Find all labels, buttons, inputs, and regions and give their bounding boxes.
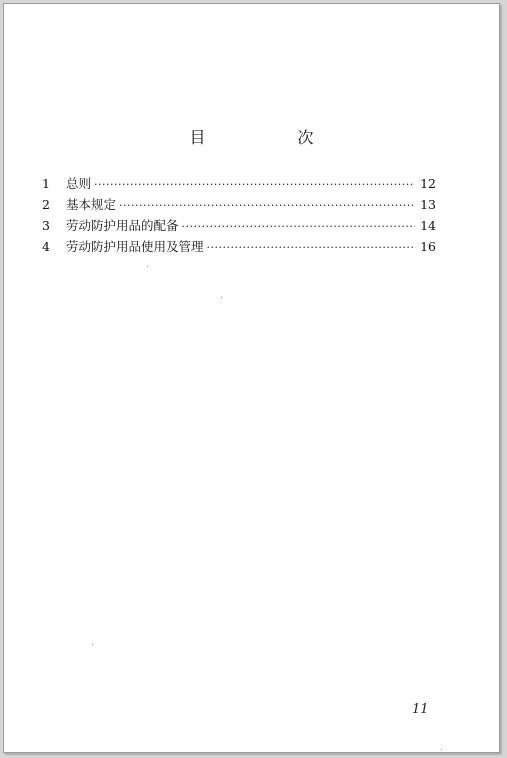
- toc-entry-3[interactable]: [42, 216, 436, 237]
- toc-entry-label: 劳动防护用品的配备: [66, 218, 179, 233]
- toc-entry-page: 12: [420, 176, 436, 191]
- toc-leader-dots: [119, 199, 415, 212]
- toc-heading: 目 次: [189, 128, 352, 147]
- toc-leader-dots: [94, 178, 415, 191]
- document-page: [3, 3, 500, 753]
- scan-speck: [147, 266, 148, 267]
- toc-entry-number: 1: [42, 176, 50, 191]
- table-of-contents: [42, 174, 436, 258]
- toc-entry-label: 劳动防护用品使用及管理: [66, 239, 204, 254]
- toc-entry-page: 13: [420, 197, 436, 212]
- toc-leader-dots: [182, 220, 415, 233]
- toc-leader-dots: [207, 241, 415, 254]
- scan-speck: [92, 644, 93, 645]
- toc-entry-page: 14: [420, 218, 436, 233]
- toc-entry-number: 3: [42, 218, 50, 233]
- toc-entry-2[interactable]: [42, 195, 436, 216]
- toc-entry-4[interactable]: [42, 237, 436, 258]
- toc-entry-1[interactable]: [42, 174, 436, 195]
- toc-entry-label: 总则: [66, 176, 92, 191]
- scan-speck: [221, 297, 222, 298]
- toc-entry-label: 基本规定: [66, 197, 117, 212]
- scan-speck: [441, 749, 442, 750]
- toc-entry-number: 4: [42, 239, 50, 254]
- toc-entry-number: 2: [42, 197, 50, 212]
- page-number: 11: [412, 702, 429, 717]
- toc-entry-page: 16: [420, 239, 436, 254]
